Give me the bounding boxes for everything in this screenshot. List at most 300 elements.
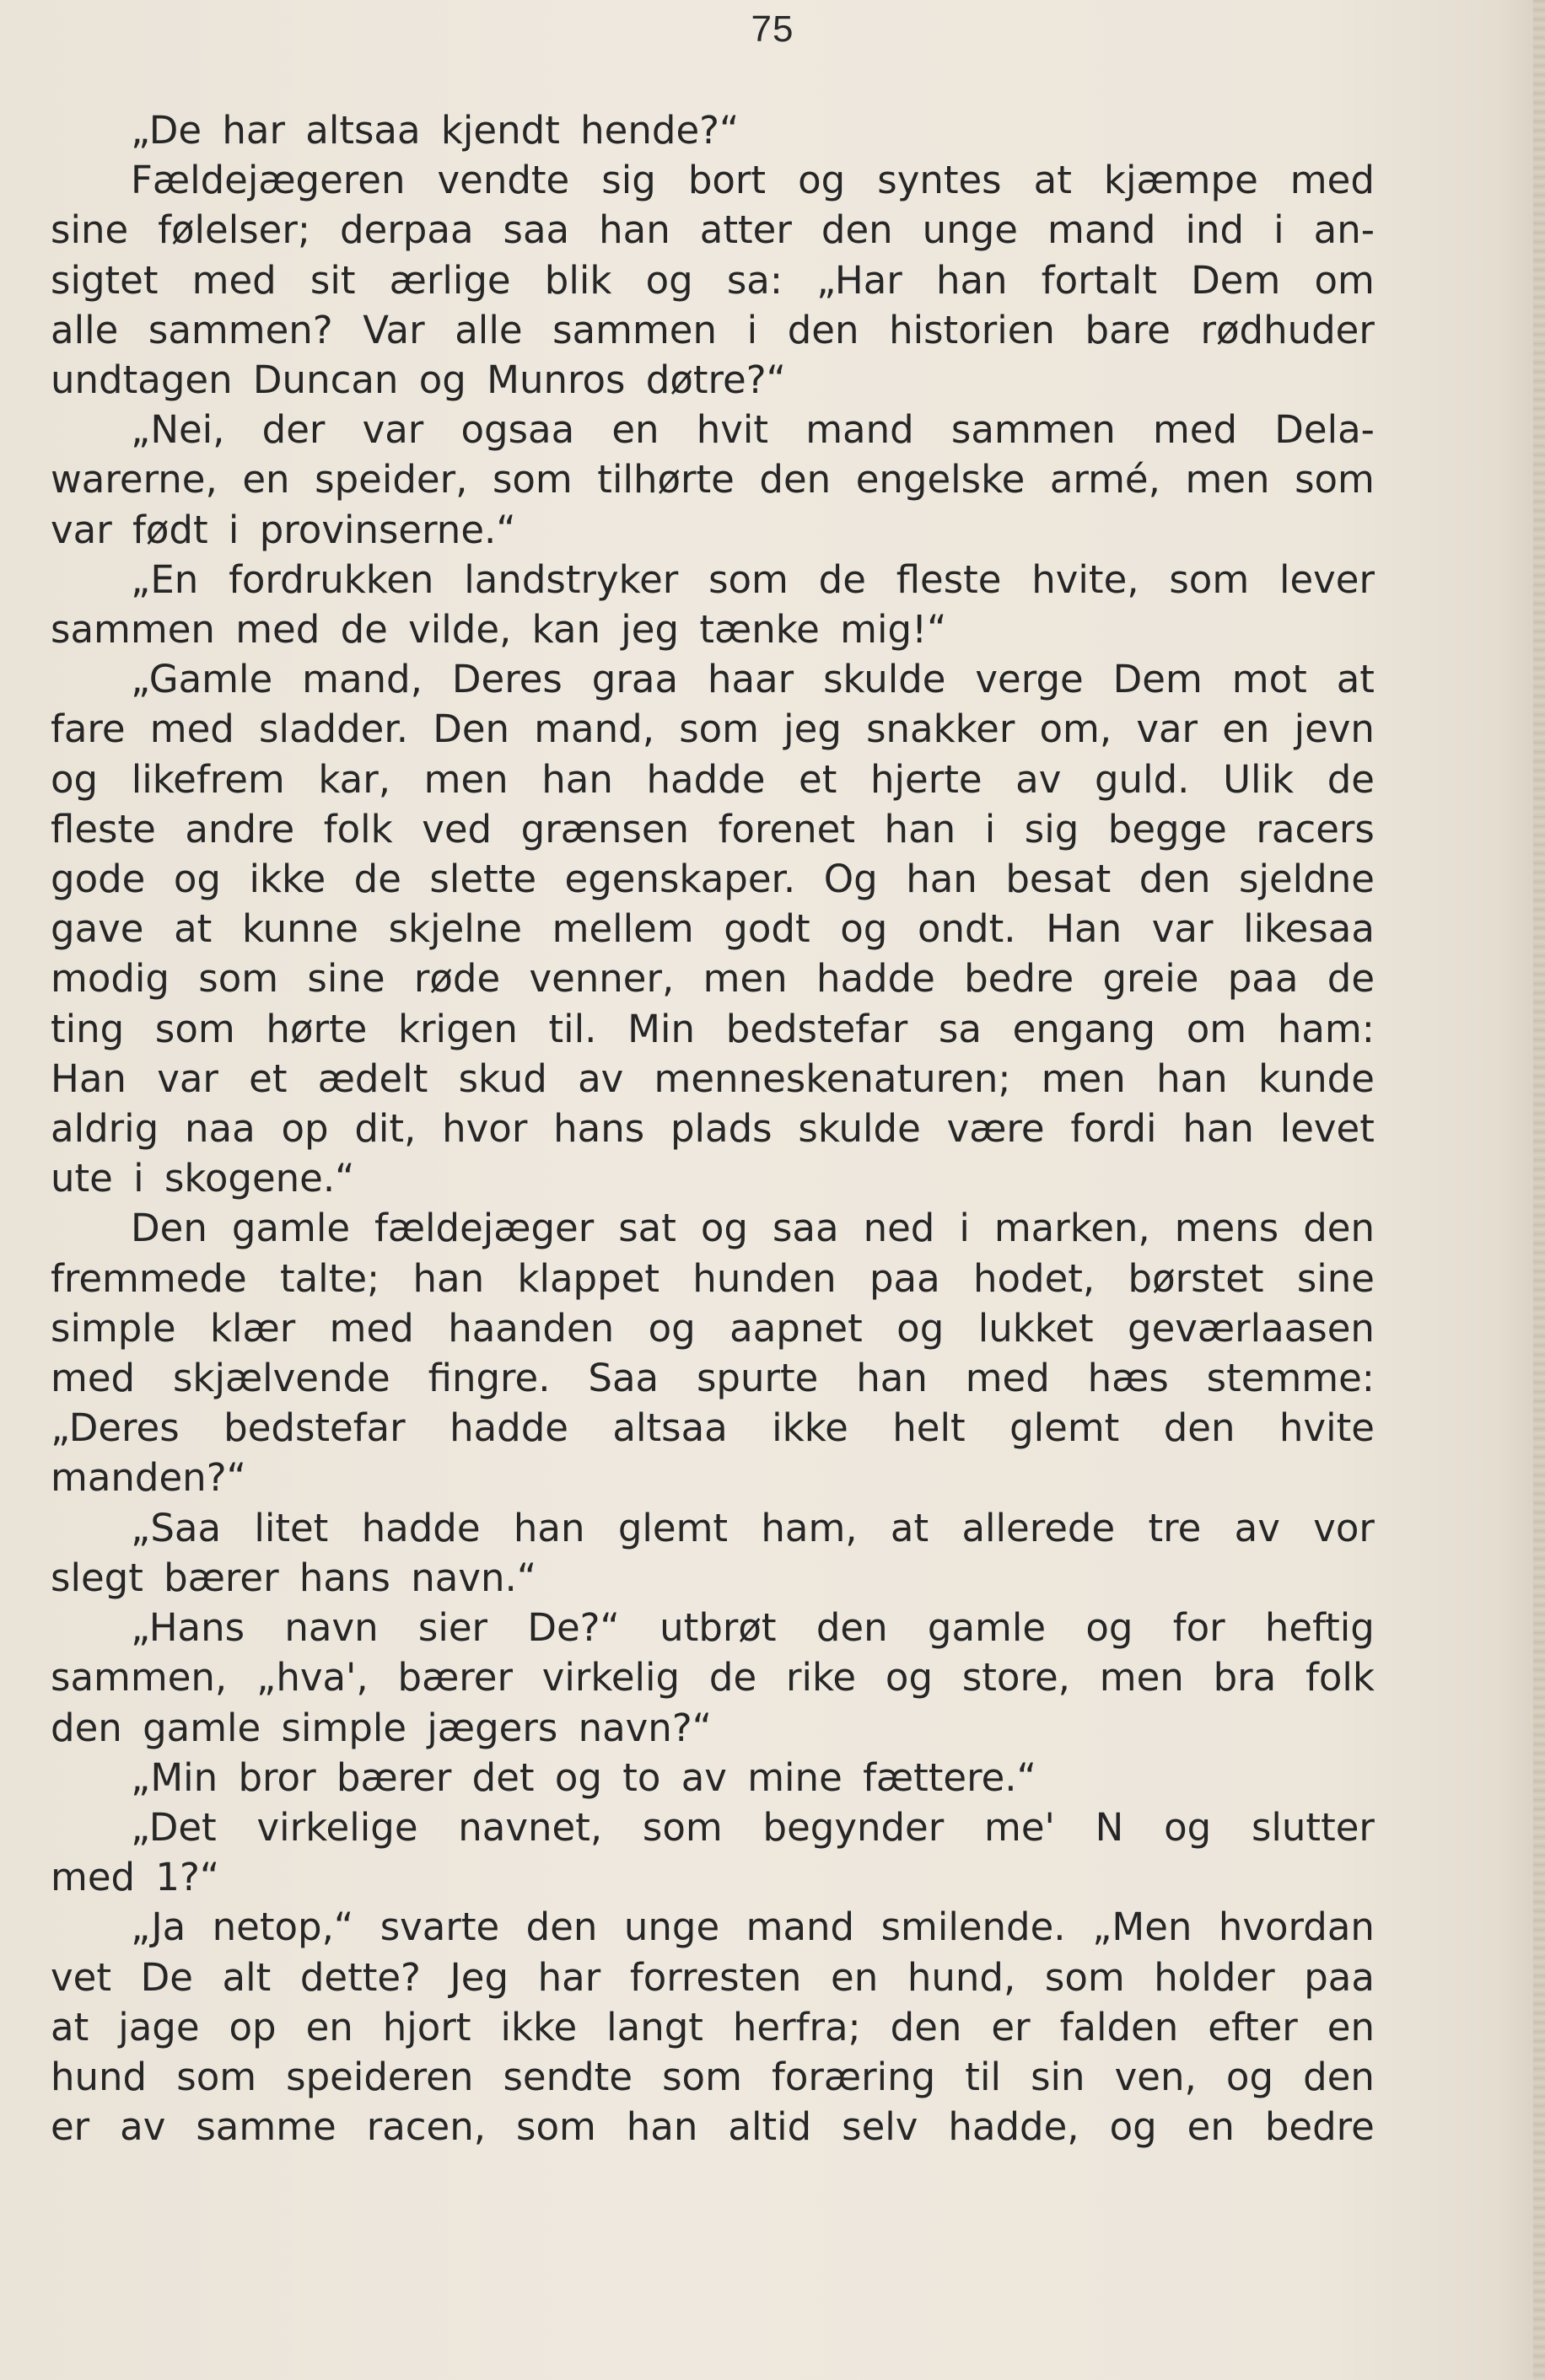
text-line <box>51 1902 1375 1952</box>
text-line <box>51 654 1375 704</box>
word: „Nei, <box>131 407 225 453</box>
word: bra <box>1213 1655 1277 1700</box>
word: heftig <box>1264 1605 1375 1651</box>
word: hvor <box>442 1106 528 1152</box>
word: men <box>703 956 788 1002</box>
word: helt <box>892 1405 966 1451</box>
word: Han <box>1046 906 1122 952</box>
word: lever <box>1279 556 1375 602</box>
word: i <box>1273 207 1284 253</box>
word: fældejæger <box>374 1206 595 1251</box>
word: med <box>1289 158 1375 203</box>
word: op <box>229 2004 277 2050</box>
text-line <box>51 2102 1375 2152</box>
word: krigen <box>398 1006 518 1051</box>
word: hans <box>553 1106 645 1152</box>
word: mand <box>746 1905 855 1950</box>
word: en <box>611 407 659 453</box>
word: guld. <box>1094 756 1190 802</box>
word: litet <box>254 1505 329 1550</box>
word: i <box>746 307 758 352</box>
word: forresten <box>629 1954 802 2000</box>
text-line <box>51 1004 1375 1054</box>
word: sammen <box>950 407 1116 453</box>
word: Var <box>363 307 425 352</box>
word: holder <box>1154 1954 1275 2000</box>
word: med <box>191 257 277 303</box>
word: ned <box>863 1206 935 1251</box>
word: mot <box>1231 657 1307 702</box>
word: om <box>1314 257 1375 303</box>
word: ondt. <box>918 906 1016 952</box>
word: men <box>1041 1056 1126 1101</box>
word: De?“ <box>527 1605 620 1651</box>
word: den <box>759 457 832 502</box>
word: menneskenaturen; <box>654 1056 1011 1101</box>
word: kunde <box>1257 1056 1375 1101</box>
word: fleste <box>51 806 156 852</box>
word: han <box>884 806 956 852</box>
word: Ulik <box>1223 756 1295 802</box>
word: er <box>51 2104 90 2150</box>
word: med <box>1152 407 1238 453</box>
text-line: slegt bærer hans navn.“ <box>51 1555 537 1600</box>
word: allerede <box>961 1505 1116 1550</box>
word: han <box>1182 1106 1254 1152</box>
word: bedre <box>1264 2104 1375 2150</box>
word: tilhørte <box>597 457 735 502</box>
word: skulde <box>823 657 946 702</box>
word: naa <box>185 1106 256 1152</box>
word: Deres <box>451 657 563 702</box>
word: sin <box>1031 2054 1085 2099</box>
word: „Ja <box>131 1905 186 1950</box>
word: saa <box>503 207 570 253</box>
word: begynder <box>762 1804 945 1850</box>
word: talte; <box>279 1255 380 1301</box>
word: Den <box>131 1206 207 1251</box>
word: „Gamle <box>131 657 273 702</box>
word: altsaa <box>612 1405 728 1451</box>
word: klær <box>209 1305 296 1351</box>
text-line: undtagen Duncan og Munros døtre?“ <box>51 357 786 403</box>
word: hadde <box>646 756 766 802</box>
word: vendte <box>437 158 570 203</box>
word: De <box>140 1954 193 2000</box>
word: den <box>890 2004 962 2050</box>
word: og <box>885 1655 934 1700</box>
word: engelske <box>855 457 1026 502</box>
text-line <box>51 1254 1375 1303</box>
text-line <box>51 2002 1375 2052</box>
word: sammen <box>552 307 718 352</box>
word: racen, <box>366 2104 487 2150</box>
word: grænsen <box>520 806 690 852</box>
word: om, <box>1039 706 1112 752</box>
word: mens <box>1174 1206 1279 1251</box>
word: aapnet <box>729 1305 863 1351</box>
word: at <box>1336 657 1375 702</box>
word: og <box>1085 1605 1133 1651</box>
word: den <box>1139 857 1211 902</box>
word: som <box>154 1006 235 1051</box>
word: til <box>965 2054 1001 2099</box>
word: ting <box>51 1006 125 1051</box>
word: som <box>642 1804 723 1850</box>
word: han <box>935 257 1008 303</box>
word: hadde <box>816 956 935 1002</box>
word: navn <box>284 1605 379 1651</box>
word: rødhuder <box>1200 307 1375 352</box>
word: følelser; <box>158 207 311 253</box>
word: ven, <box>1114 2054 1197 2099</box>
word: som <box>198 956 279 1002</box>
word: Og <box>823 857 878 902</box>
word: en <box>1222 706 1270 752</box>
text-line <box>51 1603 1375 1652</box>
word: hadde <box>450 1405 568 1451</box>
word: verge <box>975 657 1084 702</box>
word: som <box>708 556 789 602</box>
word: at <box>174 906 213 952</box>
word: „Men <box>1092 1905 1192 1950</box>
text-line <box>51 2052 1375 2102</box>
word: Jeg <box>450 1954 509 2000</box>
word: glemt <box>617 1505 729 1550</box>
word: begge <box>1107 806 1227 852</box>
word: som <box>516 2104 596 2150</box>
word: er <box>991 2004 1031 2050</box>
word: historien <box>889 307 1055 352</box>
word: sig <box>601 158 656 203</box>
word: i <box>959 1206 970 1251</box>
word: jevn <box>1294 706 1375 752</box>
word: og <box>1225 2054 1274 2099</box>
word: „Saa <box>131 1505 222 1550</box>
word: kar, <box>318 756 391 802</box>
word: glemt <box>1009 1405 1120 1451</box>
word: at <box>51 2004 89 2050</box>
word: efter <box>1208 2004 1298 2050</box>
word: og <box>798 158 846 203</box>
word: en <box>831 1954 879 2000</box>
word: sa: <box>726 257 783 303</box>
word: an- <box>1313 207 1375 253</box>
word: bare <box>1085 307 1171 352</box>
word: fare <box>51 706 126 752</box>
word: hadde, <box>948 2104 1079 2150</box>
word: med <box>965 1356 1050 1401</box>
word: han <box>906 857 977 902</box>
word: klappet <box>517 1255 659 1301</box>
word: den <box>816 1605 888 1651</box>
word: en <box>305 2004 353 2050</box>
word: gave <box>51 906 144 952</box>
body-text <box>51 105 1375 2152</box>
word: hvit <box>696 407 769 453</box>
word: han <box>541 756 613 802</box>
word: alt <box>222 1954 272 2000</box>
text-line <box>51 854 1375 904</box>
text-line <box>51 1802 1375 1852</box>
page-number: 75 <box>751 8 794 50</box>
word: sammen, <box>51 1655 228 1700</box>
word: derpaa <box>340 207 474 253</box>
word: hund <box>51 2054 148 2099</box>
word: og <box>840 906 888 952</box>
word: kjæmpe <box>1103 158 1258 203</box>
word: fingre. <box>428 1356 551 1401</box>
word: warerne, <box>51 457 218 502</box>
word: var <box>157 1056 218 1101</box>
text-line <box>51 305 1375 355</box>
word: sine <box>51 207 129 253</box>
word: fleste <box>896 556 1002 602</box>
word: Fældejægeren <box>131 158 406 203</box>
word: „Det <box>131 1804 217 1850</box>
word: sat <box>618 1206 676 1251</box>
word: venner, <box>529 956 675 1002</box>
word: speider, <box>315 457 468 502</box>
word: bedstefar <box>223 1405 406 1451</box>
word: skud <box>458 1056 547 1101</box>
word: virkelige <box>256 1804 418 1850</box>
word: hunden <box>692 1255 837 1301</box>
word: de <box>818 556 866 602</box>
word: hvordan <box>1218 1905 1375 1950</box>
word: lukket <box>977 1305 1094 1351</box>
word: en <box>242 457 290 502</box>
word: forenet <box>718 806 856 852</box>
word: de <box>1327 956 1375 1002</box>
text-line: var født i provinserne.“ <box>51 507 516 552</box>
text-line <box>51 454 1375 504</box>
word: med <box>51 1356 136 1401</box>
word: „Deres <box>51 1405 180 1451</box>
word: en <box>1327 2004 1375 2050</box>
word: den <box>821 207 893 253</box>
text-line <box>51 1503 1375 1553</box>
word: ham: <box>1277 1006 1375 1051</box>
word: i <box>984 806 996 852</box>
word: falden <box>1059 2004 1179 2050</box>
text-line: manden?“ <box>51 1455 246 1501</box>
word: ogsaa <box>460 407 575 453</box>
word: sit <box>310 257 356 303</box>
word: racers <box>1256 806 1375 852</box>
word: Min <box>627 1006 696 1051</box>
word: ved <box>422 806 493 852</box>
word: de <box>708 1655 757 1700</box>
word: herfra; <box>732 2004 861 2050</box>
word: som <box>1044 1954 1125 2000</box>
word: ærlige <box>389 257 511 303</box>
text-line <box>51 1353 1375 1403</box>
word: som <box>176 2054 257 2099</box>
word: sine <box>1296 1255 1375 1301</box>
text-line <box>51 405 1375 454</box>
word: op <box>281 1106 329 1152</box>
word: hund, <box>907 1954 1016 2000</box>
word: en <box>1187 2104 1235 2150</box>
word: gamle <box>231 1206 351 1251</box>
word: hvite <box>1279 1405 1375 1451</box>
word: sigtet <box>51 257 159 303</box>
word: haanden <box>448 1305 615 1351</box>
word: paa <box>1227 956 1299 1002</box>
text-line <box>51 1203 1375 1253</box>
word: gamle <box>927 1605 1047 1651</box>
word: børstet <box>1128 1255 1264 1301</box>
word: dette? <box>299 1954 421 2000</box>
word: med <box>149 706 234 752</box>
word: som <box>662 2054 742 2099</box>
word: men <box>1099 1655 1184 1700</box>
word: av <box>1015 756 1062 802</box>
word: av <box>578 1056 624 1101</box>
word: skjelne <box>388 906 522 952</box>
word: sladder. <box>259 706 409 752</box>
word: de <box>353 857 401 902</box>
word: folk <box>1305 1655 1375 1700</box>
word: snakker <box>866 706 1015 752</box>
word: bærer <box>397 1655 513 1700</box>
word: hodet, <box>972 1255 1095 1301</box>
word: me' <box>983 1804 1055 1850</box>
word: haar <box>707 657 794 702</box>
word: rike <box>785 1655 857 1700</box>
word: og <box>1164 1804 1212 1850</box>
text-line <box>51 755 1375 804</box>
word: sa <box>938 1006 982 1051</box>
text-line <box>51 1403 1375 1453</box>
word: jage <box>118 2004 200 2050</box>
word: av <box>120 2104 166 2150</box>
word: slette <box>429 857 537 902</box>
word: den <box>1303 1206 1375 1251</box>
word: at <box>890 1505 929 1550</box>
word: fordi <box>1070 1106 1157 1152</box>
word: at <box>1033 158 1072 203</box>
word: geværlaasen <box>1128 1305 1375 1351</box>
word: den <box>1303 2054 1375 2099</box>
text-line <box>51 1104 1375 1153</box>
word: ædelt <box>317 1056 428 1101</box>
word: vet <box>51 1954 111 2000</box>
word: fremmede <box>51 1255 247 1301</box>
word: stemme: <box>1206 1356 1375 1401</box>
word: navnet, <box>458 1804 603 1850</box>
word: bort <box>687 158 767 203</box>
word: han <box>599 207 670 253</box>
word: mand <box>1047 207 1156 253</box>
word: graa <box>591 657 679 702</box>
word: sig <box>1024 806 1079 852</box>
text-line <box>51 555 1375 604</box>
word: engang <box>1012 1006 1156 1051</box>
text-line <box>51 804 1375 854</box>
word: speideren <box>286 2054 474 2099</box>
word: armé, <box>1049 457 1160 502</box>
word: hvite, <box>1031 556 1139 602</box>
word: unge <box>922 207 1018 253</box>
word: atter <box>699 207 792 253</box>
word: paa <box>869 1255 940 1301</box>
word: og <box>173 857 221 902</box>
word: med <box>329 1305 414 1351</box>
text-line <box>51 904 1375 954</box>
text-line: „De har altsaa kjendt hende?“ <box>131 108 740 153</box>
word: ikke <box>772 1405 848 1451</box>
word: av <box>1234 1505 1280 1550</box>
word: Han <box>51 1056 127 1101</box>
word: sine <box>307 956 385 1002</box>
word: paa <box>1304 1954 1375 2000</box>
word: levet <box>1279 1106 1375 1152</box>
word: som <box>492 457 573 502</box>
word: netop,“ <box>212 1905 354 1950</box>
text-line: „Min bror bærer det og to av mine fættere.“ <box>131 1754 1036 1800</box>
word: ham, <box>761 1505 858 1550</box>
word: N <box>1095 1804 1124 1850</box>
word: mand, <box>302 657 423 702</box>
word: utbrøt <box>659 1605 777 1651</box>
word: men <box>423 756 509 802</box>
word: „Hans <box>131 1605 245 1651</box>
word: samme <box>196 2104 336 2150</box>
word: mand, <box>534 706 655 752</box>
word: sammen? <box>148 307 333 352</box>
text-line: med 1?“ <box>51 1855 220 1900</box>
word: ikke <box>249 857 326 902</box>
word: ind <box>1185 207 1245 253</box>
word: den <box>525 1905 598 1950</box>
word: som <box>1295 457 1375 502</box>
word: Den <box>433 706 510 752</box>
word: greie <box>1102 956 1199 1002</box>
word: et <box>249 1056 288 1101</box>
text-line <box>51 1054 1375 1104</box>
word: svarte <box>380 1905 500 1950</box>
word: sendte <box>503 2054 633 2099</box>
word: „hva', <box>256 1655 369 1700</box>
word: aldrig <box>51 1106 159 1152</box>
word: altid <box>728 2104 812 2150</box>
word: godt <box>724 906 810 952</box>
word: unge <box>623 1905 720 1950</box>
word: langt <box>606 2004 703 2050</box>
word: hæs <box>1087 1356 1169 1401</box>
word: fortalt <box>1041 257 1157 303</box>
word: gode <box>51 857 146 902</box>
word: marken, <box>993 1206 1150 1251</box>
word: ikke <box>500 2004 578 2050</box>
text-line <box>51 954 1375 1003</box>
word: slutter <box>1251 1804 1375 1850</box>
word: han <box>412 1255 485 1301</box>
word: egenskaper. <box>564 857 796 902</box>
word: hjort <box>382 2004 471 2050</box>
word: selv <box>842 2104 918 2150</box>
word: og <box>51 756 99 802</box>
word: for <box>1172 1605 1225 1651</box>
word: hjerte <box>870 756 982 802</box>
word: kunne <box>241 906 358 952</box>
word: har <box>537 1954 601 2000</box>
word: røde <box>413 956 501 1002</box>
word: den <box>1163 1405 1235 1451</box>
word: skjælvende <box>172 1356 390 1401</box>
